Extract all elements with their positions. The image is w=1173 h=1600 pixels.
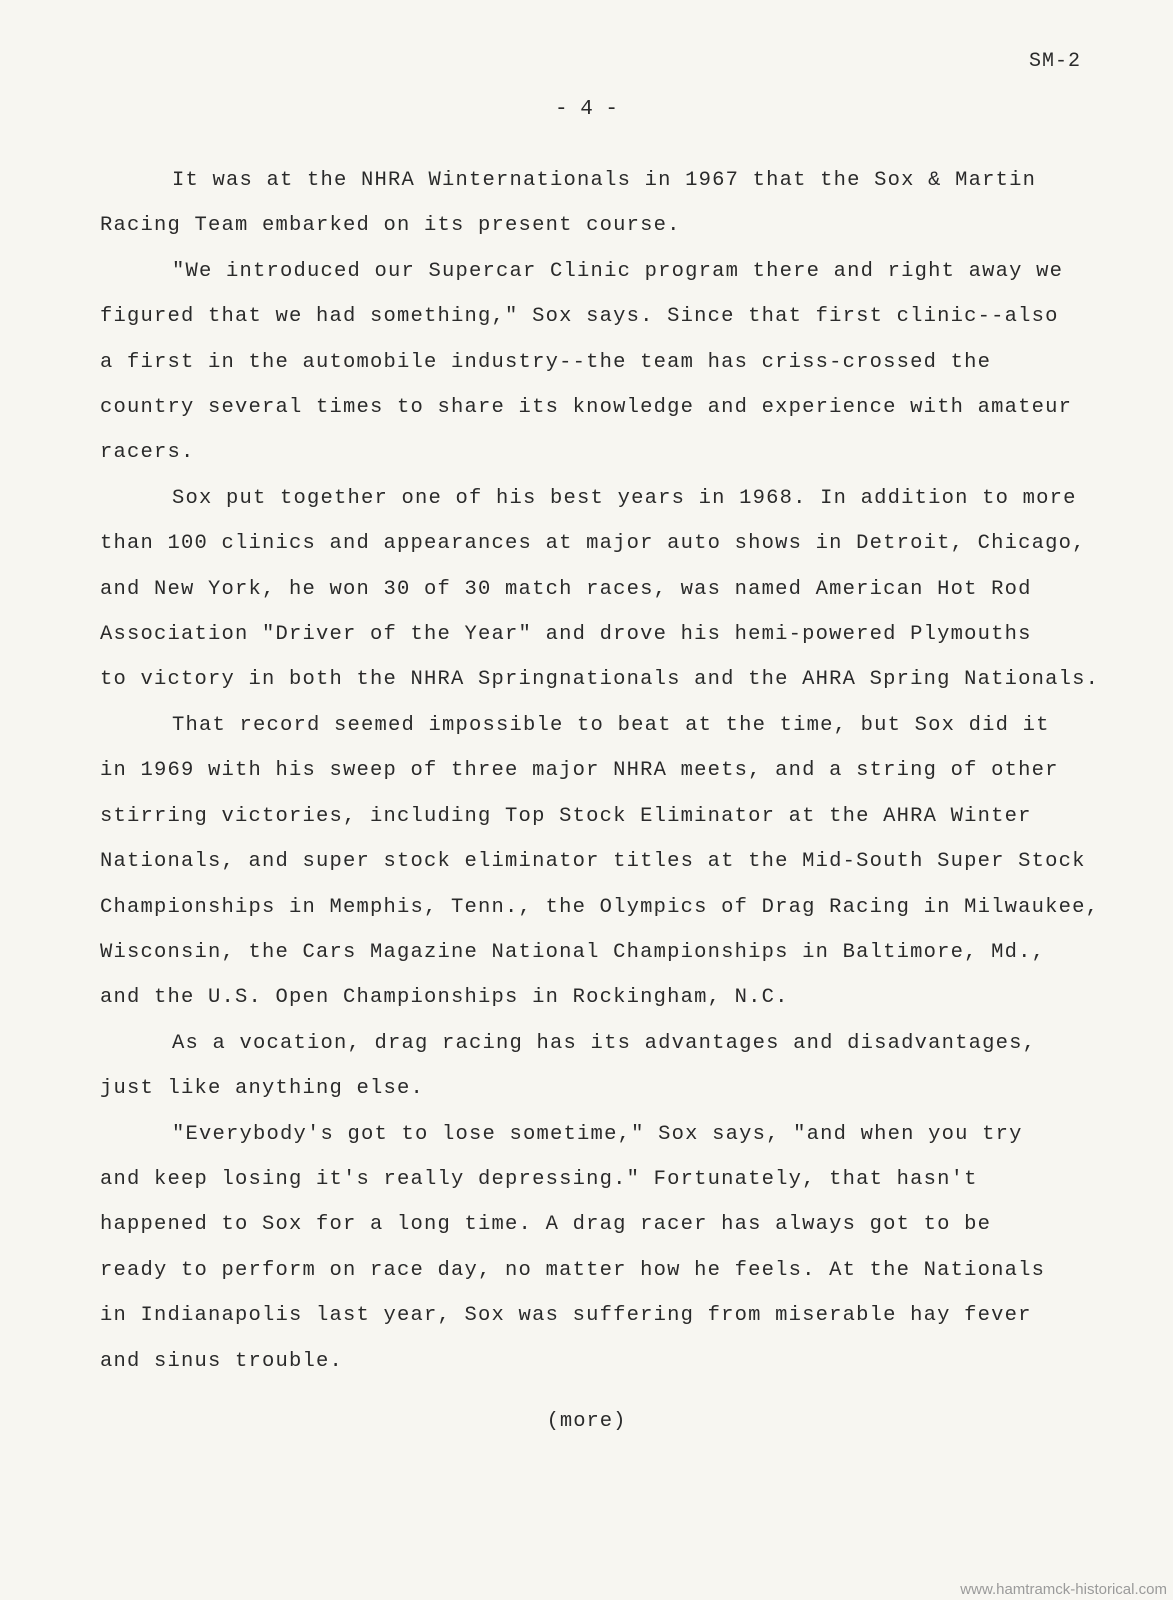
text-line: "We introduced our Supercar Clinic program there and right away we bbox=[172, 259, 1064, 283]
text-line: and sinus trouble. bbox=[100, 1349, 344, 1373]
text-line: Association "Driver of the Year" and drove his hemi-powered Plymouths bbox=[100, 623, 1032, 647]
paragraph bbox=[100, 703, 1100, 1021]
text-line: than 100 clinics and appearances at major auto shows in Detroit, Chicago, bbox=[100, 532, 1086, 556]
text-line: country several times to share its knowledge and experience with amateur bbox=[100, 396, 1073, 420]
text-line: Sox put together one of his best years in 1968. In addition to more bbox=[172, 486, 1077, 510]
text-line: As a vocation, drag racing has its advantages and disadvantages, bbox=[172, 1031, 1037, 1055]
paragraph bbox=[100, 1021, 1100, 1112]
text-line: Nationals, and super stock eliminator titles at the Mid-South Super Stock bbox=[100, 850, 1086, 874]
body-text bbox=[100, 158, 1100, 1384]
text-line: Wisconsin, the Cars Magazine National Championships in Baltimore, Md., bbox=[100, 940, 1046, 964]
paragraph bbox=[100, 476, 1100, 703]
paragraph bbox=[100, 249, 1100, 476]
watermark-link[interactable]: www.hamtramck-historical.com bbox=[960, 1581, 1167, 1598]
text-line: and the U.S. Open Championships in Rockingham, N.C. bbox=[100, 986, 789, 1010]
text-line: "Everybody's got to lose sometime," Sox says, "and when you try bbox=[172, 1122, 1023, 1146]
text-line: and keep losing it's really depressing." Fortunately, that hasn't bbox=[100, 1167, 978, 1191]
page-number: - 4 - bbox=[554, 98, 618, 121]
paragraph bbox=[100, 158, 1100, 249]
text-line: figured that we had something," Sox says. Since that first clinic--also bbox=[100, 305, 1059, 329]
text-line: just like anything else. bbox=[100, 1077, 425, 1101]
text-line: and New York, he won 30 of 30 match races, was named American Hot Rod bbox=[100, 577, 1032, 601]
text-line: racers. bbox=[100, 441, 195, 465]
text-line: ready to perform on race day, no matter how he feels. At the Nationals bbox=[100, 1258, 1046, 1282]
text-line: It was at the NHRA Winternationals in 1967 that the Sox & Martin bbox=[172, 169, 1037, 192]
text-line: Championships in Memphis, Tenn., the Olympics of Drag Racing in Milwaukee, bbox=[100, 895, 1100, 919]
text-line: to victory in both the NHRA Springnationals and the AHRA Spring Nationals. bbox=[100, 668, 1100, 692]
text-line: happened to Sox for a long time. A drag racer has always got to be bbox=[100, 1213, 992, 1237]
continuation-marker: (more) bbox=[546, 1410, 627, 1433]
text-line: stirring victories, including Top Stock Eliminator at the AHRA Winter bbox=[100, 804, 1032, 828]
paragraph bbox=[100, 1112, 1100, 1384]
text-line: That record seemed impossible to beat at the time, but Sox did it bbox=[172, 713, 1050, 737]
text-line: Racing Team embarked on its present course. bbox=[100, 214, 681, 238]
text-line: a first in the automobile industry--the team has criss-crossed the bbox=[100, 350, 992, 374]
text-line: in Indianapolis last year, Sox was suffering from miserable hay fever bbox=[100, 1304, 1032, 1328]
document-code: SM-2 bbox=[1028, 50, 1081, 73]
text-line: in 1969 with his sweep of three major NHRA meets, and a string of other bbox=[100, 759, 1059, 783]
